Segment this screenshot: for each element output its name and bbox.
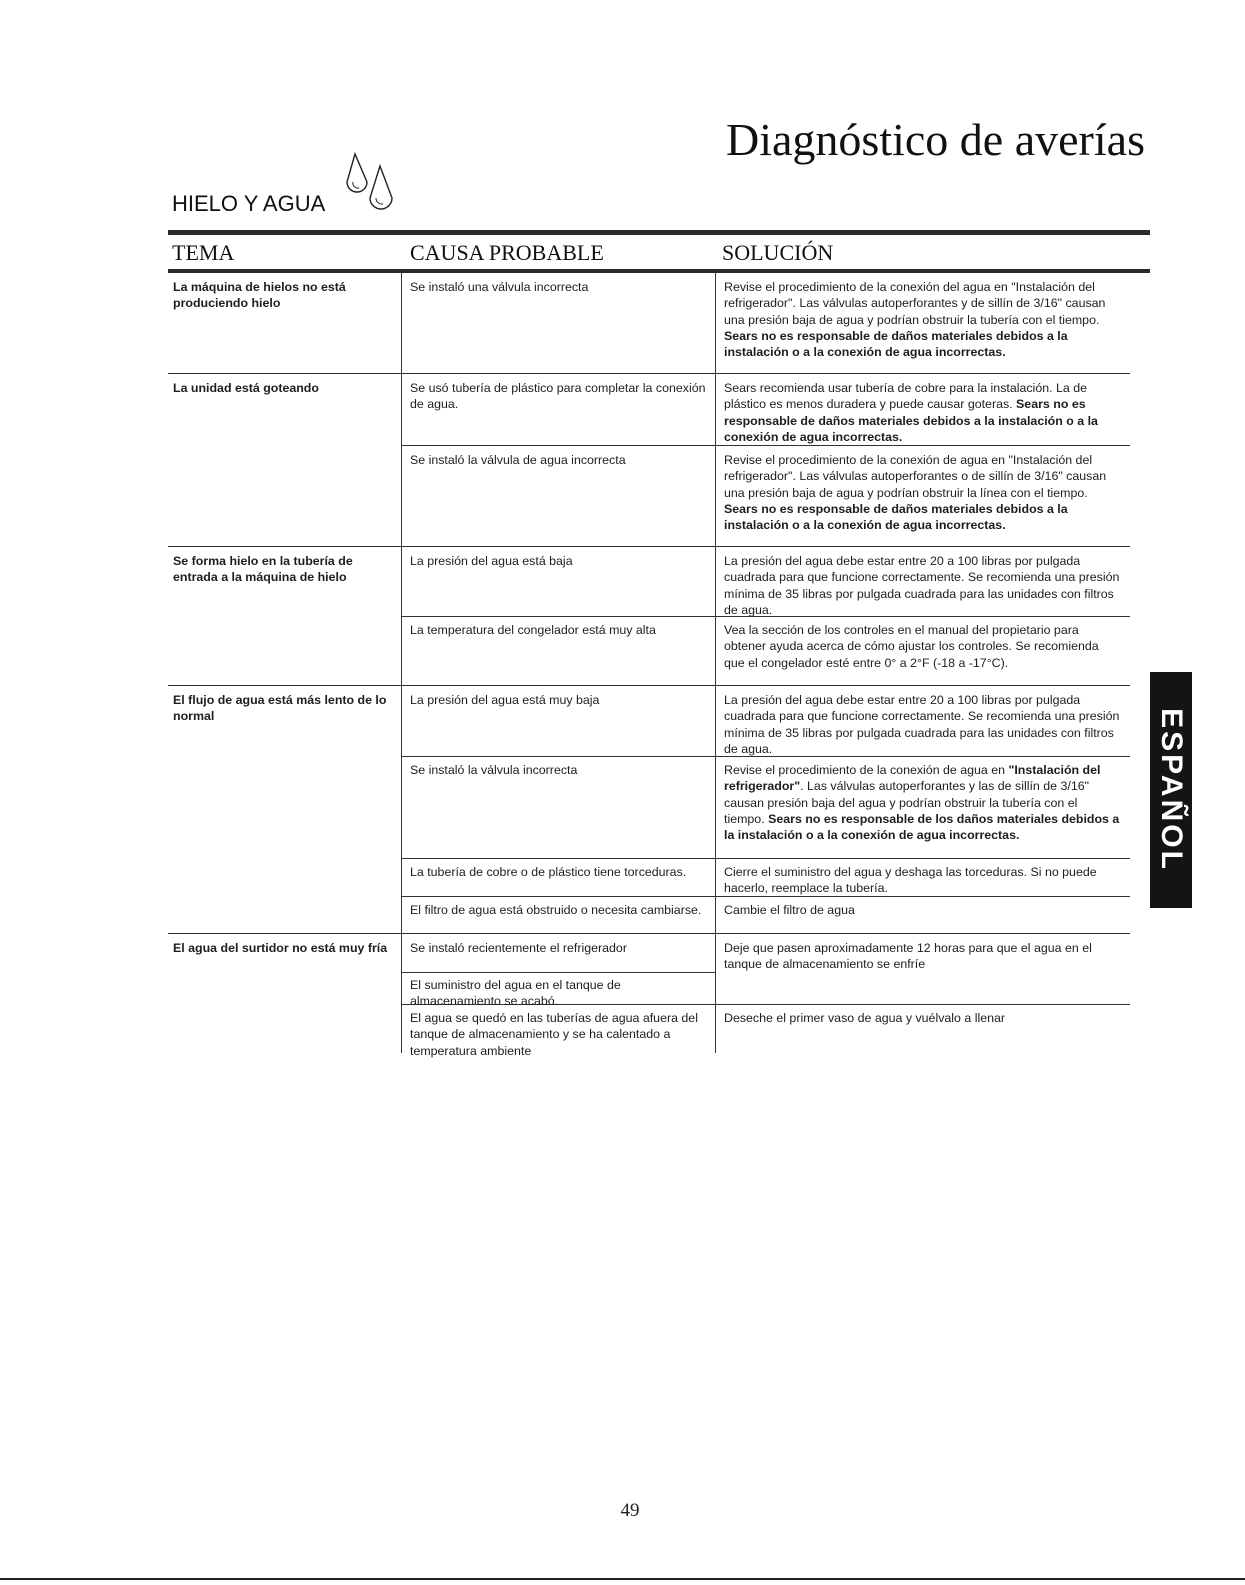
column-divider xyxy=(401,273,402,1053)
language-side-tab xyxy=(1150,672,1192,908)
row-divider xyxy=(168,933,1130,934)
table-cell-solucion: Deseche el primer vaso de agua y vuélvalo a llenar xyxy=(724,1011,1006,1025)
column-header-causa: CAUSA PROBABLE xyxy=(410,240,604,265)
table-cell-causa: Se usó tubería de plástico para completar la conexión de agua. xyxy=(410,381,706,412)
page-title: Diagnóstico de averías xyxy=(726,114,1145,165)
table-cell-solucion: Vea la sección de los controles en el manual del propietario para obtener ayuda acerca de cómo ajustar los controles. Se recomienda que el congelador esté entre 0° a 2°F (-18 a -17°C). xyxy=(724,623,1099,670)
table-cell-causa: Se instaló la válvula de agua incorrecta xyxy=(410,453,626,467)
fraction-text: 3/16 xyxy=(1033,296,1058,311)
table-cell-solucion: Cambie el filtro de agua xyxy=(724,903,855,917)
table-cell-tema: El flujo de agua está más lento de lo normal xyxy=(173,693,387,724)
side-tab-label: ESPAÑOL xyxy=(1155,708,1188,872)
water-drops-icon xyxy=(342,150,398,212)
row-divider xyxy=(401,972,715,973)
fraction-text: 3/16 xyxy=(1034,469,1059,484)
table-cell-solucion: Revise el procedimiento de la conexión de agua en "Instalación del refrigerador". Las válvulas autoperforantes y las de sillín de 3/16" causan presión baja del agua y podrían obstruir la tubería con el tiempo. Sears no es responsable de los daños materiales debidos a la instalación o a la conexión de agua incorrectas. xyxy=(724,763,1120,843)
table-cell-tema: La unidad está goteando xyxy=(173,381,319,395)
table-cell-solucion: Deje que pasen aproximadamente 12 horas para que el agua en el tanque de almacenamiento se enfríe xyxy=(724,941,1092,972)
table-cell-causa: El filtro de agua está obstruido o necesita cambiarse. xyxy=(410,903,702,917)
table-cell-causa: La presión del agua está muy baja xyxy=(410,693,600,707)
table-cell-causa: Se instaló la válvula incorrecta xyxy=(410,763,578,777)
table-cell-causa: La presión del agua está baja xyxy=(410,554,573,568)
page-bottom-rule xyxy=(0,1578,1245,1580)
table-cell-tema: La máquina de hielos no está produciendo hielo xyxy=(173,280,346,311)
table-cell-solucion: La presión del agua debe estar entre 20 a 100 libras por pulgada cuadrada para que funcione correctamente. Se recomienda una presión mínima de 35 libras por pulgada cuadrada para las unidades con filtros de agua. xyxy=(724,693,1120,756)
table-cell-causa: Se instaló recientemente el refrigerador xyxy=(410,941,627,955)
page-number: 49 xyxy=(620,1500,640,1521)
column-header-solucion: SOLUCIÓN xyxy=(722,240,834,265)
table-cell-solucion: Sears recomienda usar tubería de cobre para la instalación. La de plástico es menos duradera y puede causar goteras. Sears no es responsable de daños materiales debidos a la instalación o a la conexión de agua incorrectas. xyxy=(724,381,1098,444)
table-cell-causa: El suministro del agua en el tanque de almacenamiento se acabó. xyxy=(410,978,621,1009)
table-cell-solucion: Cierre el suministro del agua y deshaga las torceduras. Si no puede hacerlo, reemplace la tubería. xyxy=(724,865,1097,896)
table-cell-causa: El agua se quedó en las tuberías de agua afuera del tanque de almacenamiento y se ha calentado a temperatura ambiente xyxy=(410,1011,698,1058)
row-divider xyxy=(401,858,1130,859)
table-cell-solucion: La presión del agua debe estar entre 20 a 100 libras por pulgada cuadrada para que funcione correctamente. Se recomienda una presión mínima de 35 libras por pulgada cuadrada para las unidades con filtros de agua. xyxy=(724,554,1120,617)
table-cell-tema: El agua del surtidor no está muy fría xyxy=(173,941,388,955)
fraction-text: 3/16 xyxy=(1060,779,1085,794)
table-cell-solucion: Revise el procedimiento de la conexión de agua en "Instalación del refrigerador". Las válvulas autoperforantes o de sillín de 3/16" causan una presión baja de agua y podrían obstruir la línea con el tiempo. Sears no es responsable de daños materiales debidos a la instalación o a la conexión de agua incorrectas. xyxy=(724,453,1107,533)
table-cell-solucion: Revise el procedimiento de la conexión del agua en "Instalación del refrigerador". Las válvulas autoperforantes y de sillín de 3/16" causan una presión baja de agua y podrían obstruir la tubería con el tiempo. Sears no es responsable de daños materiales debidos a la instalación o a la conexión de agua incorrectas. xyxy=(724,280,1106,360)
column-divider xyxy=(715,273,716,1053)
row-divider xyxy=(168,373,1130,374)
table-header-rule xyxy=(168,269,1150,273)
table-cell-causa: La temperatura del congelador está muy alta xyxy=(410,623,656,637)
section-heading: HIELO Y AGUA xyxy=(172,191,326,216)
table-cell-causa: La tubería de cobre o de plástico tiene torceduras. xyxy=(410,865,687,879)
row-divider xyxy=(168,685,1130,686)
table-top-rule xyxy=(168,230,1150,235)
table-cell-causa: Se instaló una válvula incorrecta xyxy=(410,280,589,294)
column-header-tema: TEMA xyxy=(172,240,235,265)
row-divider xyxy=(168,546,1130,547)
table-cell-tema: Se forma hielo en la tubería de entrada a la máquina de hielo xyxy=(173,554,353,585)
